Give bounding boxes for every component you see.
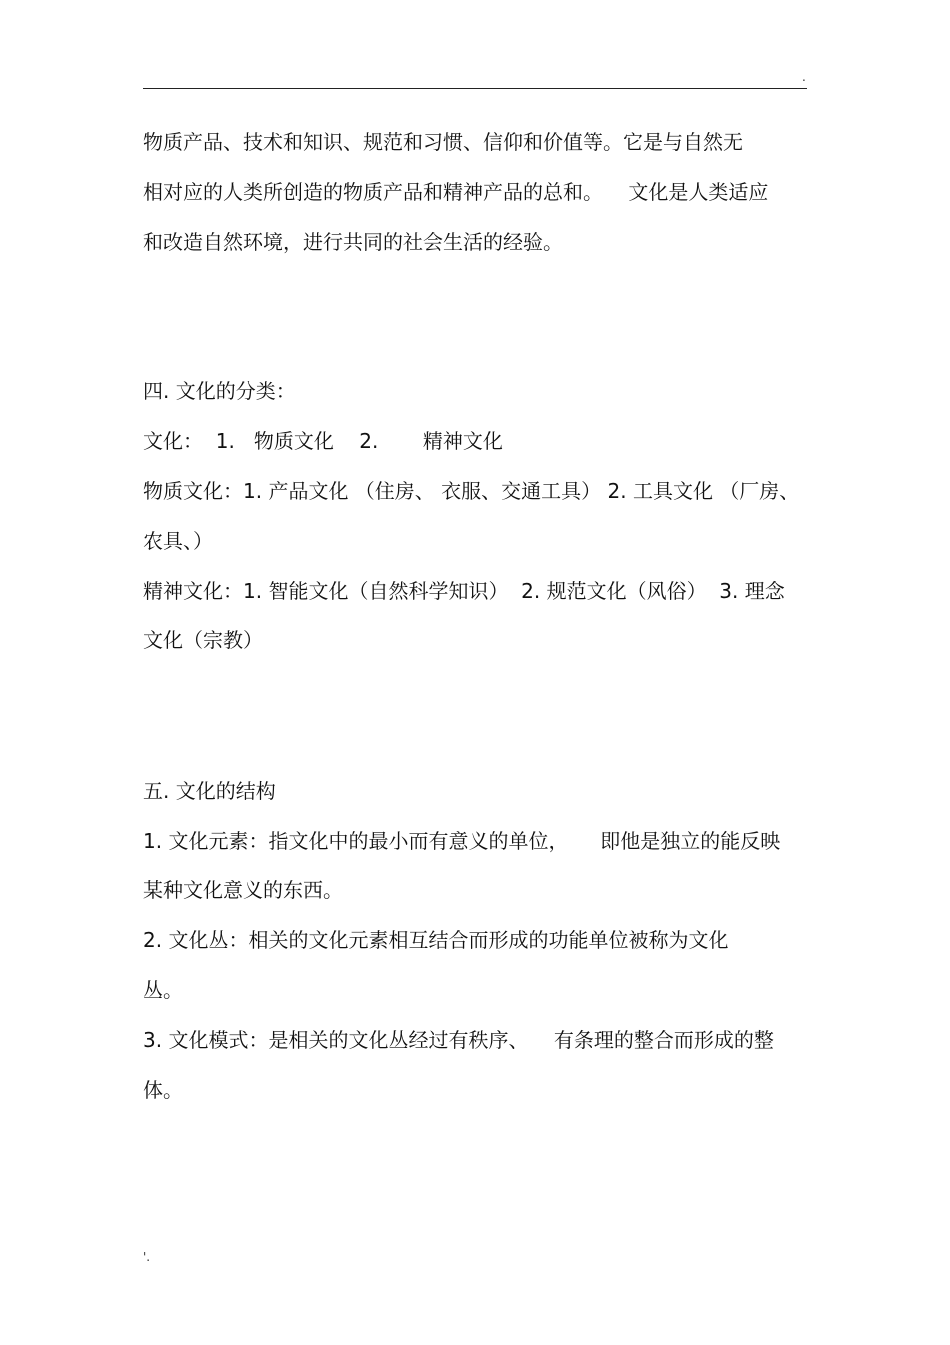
paragraph-line: 物质文化：1. 产品文化 （住房、 衣服、交通工具） 2. 工具文化 （厂房、	[143, 479, 800, 503]
paragraph-line: 1. 文化元素：指文化中的最小而有意义的单位， 即他是独立的能反映	[143, 829, 781, 853]
paragraph-line: 文化（宗教）	[143, 628, 263, 652]
paragraph-line: 农具、）	[143, 529, 213, 553]
paragraph-line: 和改造自然环境，进行共同的社会生活的经验。	[143, 230, 563, 254]
paragraph-line: 3. 文化模式：是相关的文化丛经过有秩序、 有条理的整合而形成的整	[143, 1028, 774, 1052]
paragraph-line: 文化： 1. 物质文化 2. 精神文化	[143, 429, 503, 453]
paragraph-line: 某种文化意义的东西。	[143, 878, 343, 902]
paragraph-line: 丛。	[143, 978, 183, 1002]
paragraph-line: 物质产品、技术和知识、规范和习惯、信仰和价值等。它是与自然无	[143, 130, 743, 154]
paragraph-line: 2. 文化丛：相关的文化元素相互结合而形成的功能单位被称为文化	[143, 928, 729, 952]
footer-mark: '.	[143, 1250, 151, 1264]
paragraph-line: 相对应的人类所创造的物质产品和精神产品的总和。 文化是人类适应	[143, 180, 769, 204]
section-heading: 四. 文化的分类：	[143, 379, 296, 403]
paragraph-line: 体。	[143, 1078, 183, 1102]
section-heading: 五. 文化的结构	[143, 779, 276, 803]
header-mark: .	[802, 70, 806, 84]
paragraph-line: 精神文化：1. 智能文化（自然科学知识） 2. 规范文化（风俗） 3. 理念	[143, 579, 785, 603]
header-rule	[143, 88, 807, 89]
